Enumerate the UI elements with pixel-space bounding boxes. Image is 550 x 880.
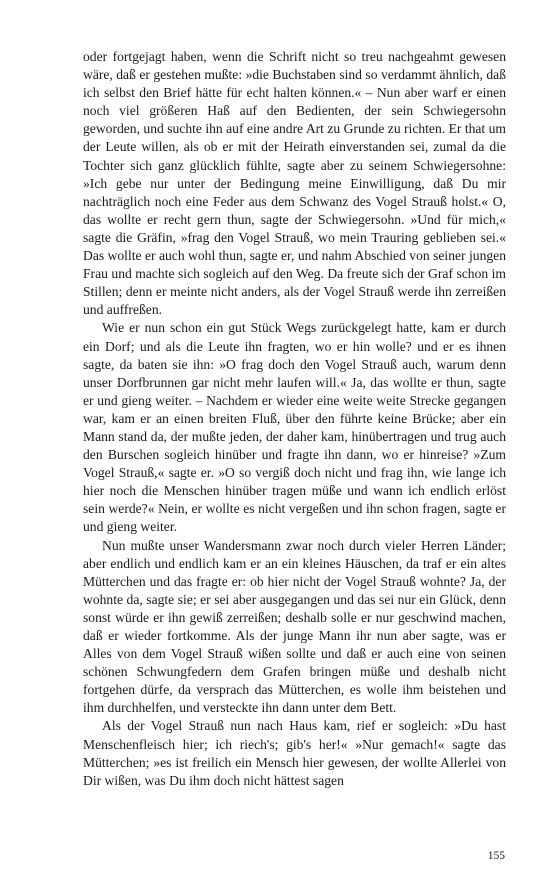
page-body xyxy=(83,48,506,790)
paragraph-4: Als der Vogel Strauß nun nach Haus kam, rief er sogleich: »Du hast Menschenfleisch hier; ich riech's; gib's her!« »Nur gemach!« sagte das Mütterchen; »es ist freilich ein Mensch hier gewesen, der wollte Allerlei von Dir wißen, was Du ihm doch nicht hättest sagen xyxy=(83,718,506,788)
paragraph-2: Wie er nun schon ein gut Stück Wegs zurückgelegt hatte, kam er durch ein Dorf; und als die Leute ihn fragten, wo er hin wolle? und er es ihnen sagte, da baten sie ihn: »O frag doch den Vogel Strauß auch, warum denn unser Dorfbrunnen gar nicht mehr laufen will.« Ja, das wollte er thun, sagte er und gieng weiter. – Nachdem er wieder eine weite weite Strecke gegangen war, kam er an einen breiten Fluß, über den führte keine Brücke; aber ein Mann stand da, der mußte jeden, der daher kam, hinübertragen und trug auch den Burschen sogleich hinüber und fragte ihn dann, wo er hinreise? »Zum Vogel Strauß,« sagte er. »O so vergiß doch nicht und frag ihn, wie lange ich hier noch die Menschen hinüber tragen müße und wann ich endlich erlöst sein werde?« Nein, er wollte es nicht vergeßen und ihn schon fragen, sagte er und gieng weiter. xyxy=(83,320,506,535)
paragraph-1: oder fortgejagt haben, wenn die Schrift nicht so treu nachgeahmt gewesen wäre, daß er gestehen mußte: »die Buchstaben sind so verdammt ähnlich, daß ich selbst den Brief hätte für echt halten können.« – Nun aber warf er einen noch viel größeren Haß auf den Bedienten, der sein Schwiegersohn geworden, und suchte ihn auf eine andre Art zu Grunde zu richten. Er that um der Leute willen, als ob er mit der Heirath einverstanden sei, zumal da die Tochter sich ganz glücklich fühlte, sagte aber zu seinem Schwiegersohne: »Ich gebe nur unter der Bedingung meine Einwilligung, daß Du mir nachträglich noch eine Feder aus dem Schwanz des Vogel Strauß holst.« O, das wollte er recht gern thun, sagte der Schwiegersohn. »Und für mich,« sagte die Gräfin, »frag den Vogel Strauß, wo mein Trauring geblieben sei.« Das wollte er auch wohl thun, sagte er, und nahm Abschied von seiner jungen Frau und machte sich sogleich auf den Weg. Da freute sich der Graf schon im Stillen; denn er meinte nicht anders, als der Vogel Strauß werde ihn zerreißen und auffreßen. xyxy=(83,49,506,318)
page-number: 155 xyxy=(487,850,505,862)
paragraph-3: Nun mußte unser Wandersmann zwar noch durch vieler Herren Länder; aber endlich und endlich kam er an ein kleines Häuschen, da traf er ein altes Mütterchen und das fragte er: ob hier nicht der Vogel Strauß wohnte? Ja, der wohnte da, sagte sie; er sei aber ausgegangen und das sei nur ein Glück, denn sonst würde er ihn gewiß zerreißen; deshalb solle er nur geschwind machen, daß er wieder fortkomme. Als der junge Mann ihr nun aber sagte, was er Alles von dem Vogel Strauß wißen sollte und daß er auch eine von seinen schönen Schwungfedern dem Grafen bringen müße und deshalb nicht fortgehen dürfe, da versprach das Mütterchen, es wolle ihm beistehen und ihm durchhelfen, und versteckte ihn dann unter dem Bett. xyxy=(83,537,506,716)
